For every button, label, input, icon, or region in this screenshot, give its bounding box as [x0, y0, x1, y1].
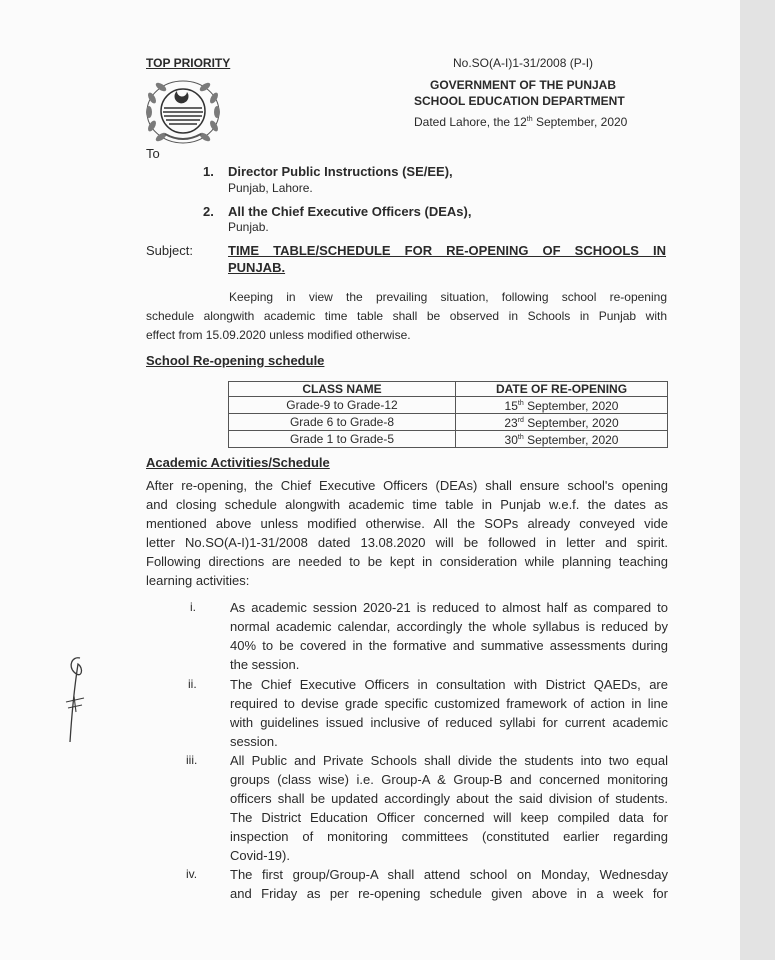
academic-line: After re-opening, the Chief Executive Officers (DEAs) shall ensure school's opening	[146, 478, 668, 493]
column-header: DATE OF RE-OPENING	[456, 382, 668, 397]
department-name: SCHOOL EDUCATION DEPARTMENT	[414, 94, 625, 108]
point-line: The Chief Executive Officers in consultation with District QAEDs, are	[230, 677, 668, 692]
reopening-date-cell: 30th September, 2020	[456, 431, 668, 448]
point-line: The District Education Officer concerned will keep compiled data for	[230, 810, 668, 825]
recipient-title: All the Chief Executive Officers (DEAs),	[228, 204, 472, 219]
intro-line: Keeping in view the prevailing situation, following school re-opening	[229, 290, 667, 304]
recipient-title: Director Public Instructions (SE/EE),	[228, 164, 453, 179]
point-line: The first group/Group-A shall attend school on Monday, Wednesday	[230, 867, 668, 882]
reopening-date-cell: 15th September, 2020	[456, 397, 668, 414]
intro-line: effect from 15.09.2020 unless modified otherwise.	[146, 328, 411, 342]
table-header-row	[229, 382, 668, 397]
point-number: iii.	[186, 753, 198, 767]
point-line: officers shall be updated accordingly about the said division of students.	[230, 791, 668, 806]
point-line: normal academic calendar, accordingly the whole syllabus is reduced by	[230, 619, 668, 634]
point-line: As academic session 2020-21 is reduced to almost half as compared to	[230, 600, 668, 615]
point-line: and Friday as per re-opening schedule given above in a week for	[230, 886, 668, 901]
point-line: groups (class wise) i.e. Group-A & Group-B and concerned monitoring	[230, 772, 668, 787]
point-line: All Public and Private Schools shall divide the students into two equal	[230, 753, 668, 768]
academic-line: mentioned above unless modified otherwise. All the SOPs already conveyed vide	[146, 516, 668, 531]
point-line: 40% to be covered in the formative and summative assessments during	[230, 638, 668, 653]
government-name: GOVERNMENT OF THE PUNJAB	[430, 78, 617, 92]
table-row	[229, 397, 668, 414]
intro-line: schedule alongwith academic time table shall be observed in Schools in Punjab with	[146, 309, 667, 323]
point-line: Covid-19).	[230, 848, 290, 863]
reopening-schedule-table	[228, 381, 668, 448]
signature-mark	[62, 650, 102, 750]
academic-line: learning activities:	[146, 573, 250, 588]
class-name-cell: Grade-9 to Grade-12	[229, 397, 456, 414]
priority-label: TOP PRIORITY	[146, 56, 231, 70]
page-edge	[740, 0, 775, 960]
point-line: inspection of monitoring committees (constituted earlier regarding	[230, 829, 668, 844]
point-line: the session.	[230, 657, 300, 672]
subject-line: TIME TABLE/SCHEDULE FOR RE-OPENING OF SCHOOLS IN	[228, 243, 666, 258]
to-label: To	[146, 146, 160, 161]
recipient-place: Punjab, Lahore.	[228, 181, 313, 195]
letter-date: Dated Lahore, the 12th September, 2020	[414, 115, 628, 129]
schedule-heading: School Re-opening schedule	[146, 353, 325, 368]
subject-line: PUNJAB.	[228, 260, 286, 275]
table-row	[229, 431, 668, 448]
recipient-place: Punjab.	[228, 220, 269, 234]
point-line: session.	[230, 734, 278, 749]
punjab-emblem-icon	[143, 78, 223, 146]
reference-number: No.SO(A-I)1-31/2008 (P-I)	[453, 56, 594, 70]
subject-label: Subject:	[146, 243, 193, 258]
column-header: CLASS NAME	[229, 382, 456, 397]
point-number: i.	[190, 600, 196, 614]
reopening-date-cell: 23rd September, 2020	[456, 414, 668, 431]
point-number: ii.	[188, 677, 197, 691]
academic-line: letter No.SO(A-I)1-31/2008 dated 13.08.2020 will be followed in letter and spirit.	[146, 535, 668, 550]
point-line: required to devise grade specific customized framework of action in line	[230, 696, 668, 711]
point-line: with guidelines issued inclusive of reduced syllabi for current academic	[230, 715, 668, 730]
academic-heading: Academic Activities/Schedule	[146, 455, 330, 470]
recipient-number: 1.	[203, 164, 214, 179]
point-number: iv.	[186, 867, 198, 881]
recipient-number: 2.	[203, 204, 214, 219]
table-row	[229, 414, 668, 431]
class-name-cell: Grade 1 to Grade-5	[229, 431, 456, 448]
academic-line: Following directions are needed to be kept in consideration while planning teaching	[146, 554, 668, 569]
academic-line: and closing schedule alongwith academic time table in Punjab w.e.f. the dates as	[146, 497, 668, 512]
class-name-cell: Grade 6 to Grade-8	[229, 414, 456, 431]
